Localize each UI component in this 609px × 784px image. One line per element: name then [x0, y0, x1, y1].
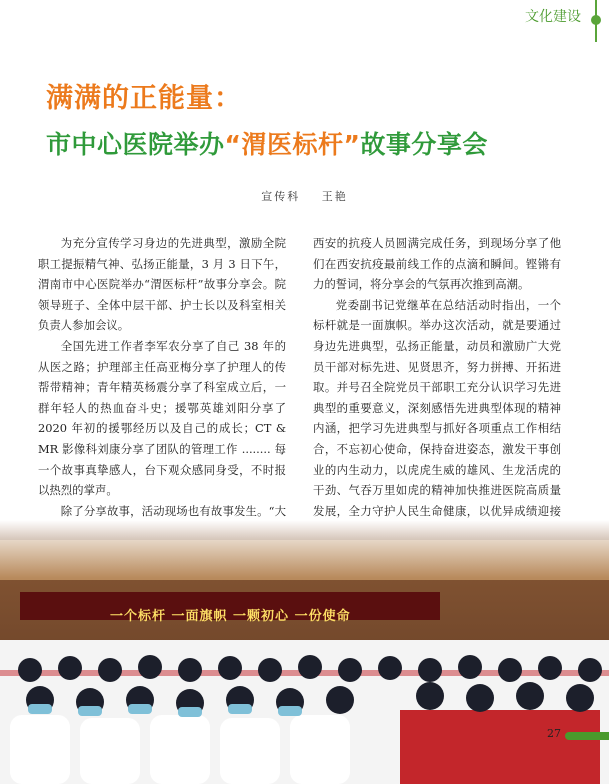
event-photo	[0, 520, 609, 784]
tag-dot-icon	[591, 15, 601, 25]
photo-banner: 一个标杆 一面旗帜 一颗初心 一份使命	[110, 609, 351, 624]
byline-department: 宣传科	[261, 190, 301, 203]
page-number: 27	[547, 727, 561, 740]
section-tag	[525, 6, 581, 26]
paragraph: 全国先进工作者李军农分享了自己 38 年的从医之路；护理部主任高亚梅分享了护理人的传帮带精神；青年精英杨震分享了科室成立后，一群年轻人的热血奋斗史；援鄂英雄刘阳分享了 2020 年初的援鄂经历以及自己的成长；CT & MR 影像科刘康分享了团队的管理工作 ........ 每一个故事真挚感人，台下观众感同身受，不时报以热烈的掌声。	[38, 338, 286, 498]
title-line2-highlight: “渭医标杆”	[224, 130, 361, 159]
paragraph: 为充分宣传学习身边的先进典型，激励全院职工提振精气神、弘扬正能量，3 月 3 日下午，渭南市中心医院举办“渭医标杆”故事分享会。院领导班子、全体中层干部、护士长以及科室相关负责人参加会议。	[38, 236, 286, 333]
title-line2-post: 故事分享会	[360, 130, 488, 159]
paragraph: 西安的抗疫人员圆满完成任务，到现场分享了他们在西安抗疫最前线工作的点滴和瞬间。铿锵有力的誓词，将分享会的气氛再次推到高潮。	[313, 236, 561, 292]
section-tag-label: 文化建设	[525, 9, 581, 25]
title-line2-pre: 市中心医院举办	[46, 130, 225, 159]
title-line2	[46, 125, 586, 161]
byline-author: 王艳	[321, 190, 348, 203]
paragraph: 党委副书记党继革在总结活动时指出，一个标杆就是一面旗帜。举办这次活动，就是要通过身边先进典型，弘扬正能量，动员和激励广大党员干部对标先进、见贤思齐，努力拼搏、开拓进取。并号召全院党员干部职工充分认识学习先进典型的重要意义，深刻感悟先进典型体现的精神内涵，把学习先进典型与抓好各项重点工作相结合，不忘初心使命，保持奋进姿态，激发干事创业的内生动力，以虎虎生威的雄风、生龙活虎的干劲、气吞万里如虎的精神加快推进医院高质量发展，全力守护人民生命健康，以优异成绩迎接	[313, 297, 561, 518]
right-column	[313, 233, 561, 542]
page-bar	[565, 732, 609, 740]
left-column	[38, 233, 286, 542]
byline	[0, 188, 609, 204]
paragraph: 除了分享故事，活动现场也有故事发生。“大	[60, 503, 286, 518]
title-line1: 满满的正能量：	[46, 83, 242, 114]
